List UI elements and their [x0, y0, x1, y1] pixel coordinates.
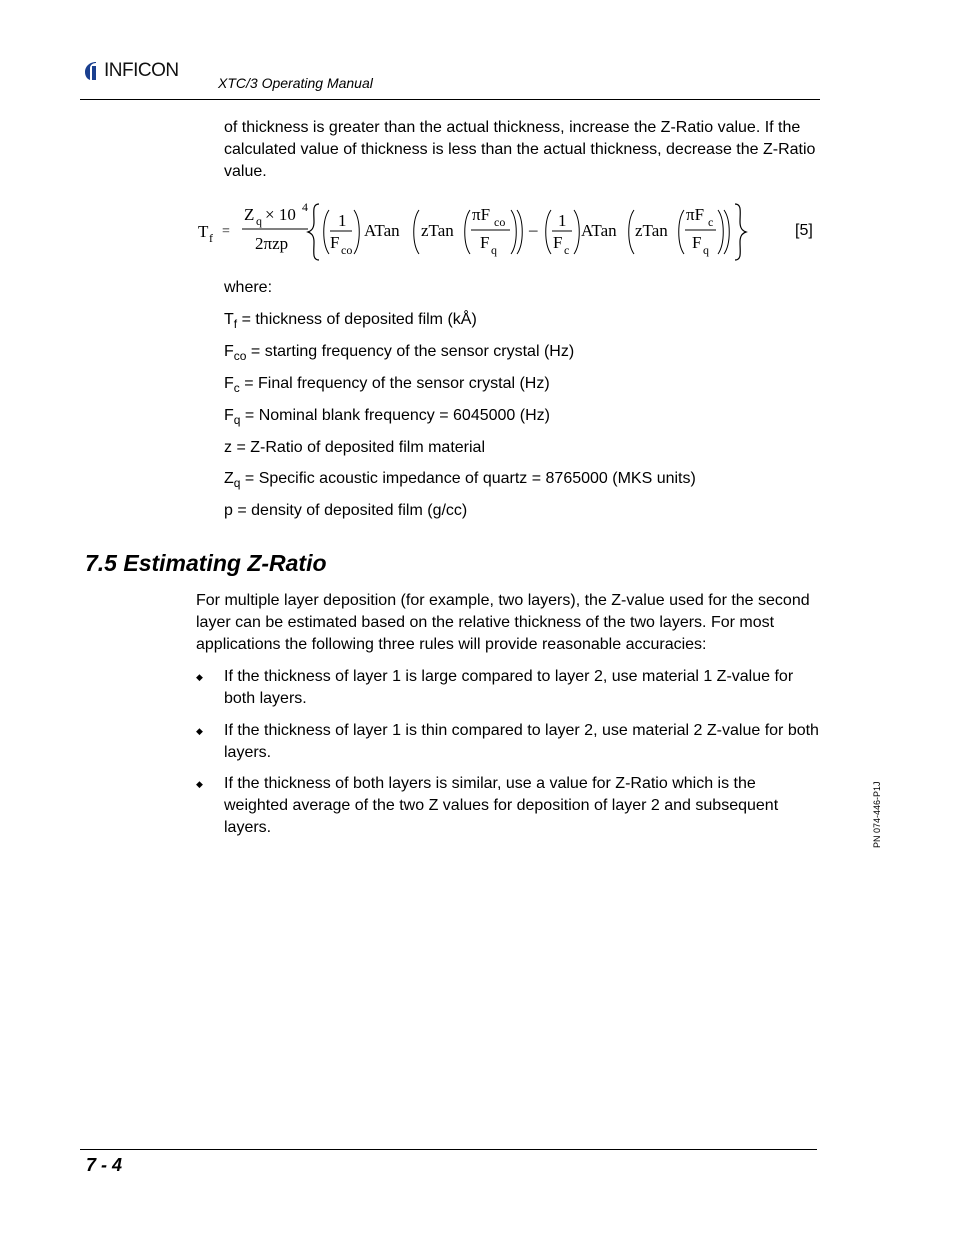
definition-item: [224, 502, 467, 520]
footer-rule: [80, 1149, 817, 1150]
def-subscript: f: [233, 317, 238, 331]
eq-atan-b: ATan: [581, 221, 617, 240]
intro-paragraph: of thickness is greater than the actual thickness, increase the Z-Ratio value. If the calculated value of thickness is less than the actual thickness, decrease the Z-Ratio value.: [224, 119, 816, 180]
eq-equals: =: [222, 224, 230, 239]
def-symbol: F: [224, 407, 234, 424]
manual-title: XTC/3 Operating Manual: [218, 75, 373, 91]
def-symbol: T: [224, 311, 234, 328]
bullet-item: If the thickness of both layers is similar, use a value for Z-Ratio which is the weighted average of the two Z values for deposition of layer 2 and subsequent layers.: [224, 775, 779, 836]
eq-den: 2πzp: [255, 234, 289, 253]
def-text: = thickness of deposited film (kÅ): [237, 311, 477, 328]
eq-fco-a: F: [330, 233, 340, 252]
definition-item: [224, 407, 550, 425]
def-symbol: Z: [224, 470, 234, 487]
def-text: = Final frequency of the sensor crystal (Hz): [239, 375, 550, 392]
header-rule: [80, 99, 820, 100]
def-symbol: z: [224, 439, 232, 456]
definition-item: [224, 343, 574, 361]
bullet-icon: ◆: [196, 672, 203, 682]
eq-minus: –: [529, 220, 538, 239]
inficon-logo: [82, 60, 179, 82]
section-heading: 7.5 Estimating Z-Ratio: [85, 550, 327, 576]
def-subscript: c: [233, 381, 240, 395]
eq-fc-b-sub: c: [564, 243, 570, 257]
def-subscript: q: [233, 476, 241, 490]
eq-fco-a-sub: co: [341, 243, 353, 257]
logo-text: INFICON: [104, 60, 179, 81]
eq-fq-a: F: [480, 233, 490, 252]
eq-pif-a-sub: co: [494, 215, 506, 229]
def-subscript: co: [233, 349, 247, 363]
eq-fq-b-sub: q: [703, 243, 709, 257]
def-text: = Z-Ratio of deposited film material: [232, 439, 485, 456]
bullet-item: If the thickness of layer 1 is large compared to layer 2, use material 1 Z-value for both layers.: [224, 668, 794, 707]
bullet-item: If the thickness of layer 1 is thin compared to layer 2, use material 2 Z-value for both layers.: [224, 722, 819, 761]
def-text: = Specific acoustic impedance of quartz = 8765000 (MKS units): [240, 470, 696, 487]
def-subscript: q: [233, 413, 241, 427]
equation-graphic: [198, 200, 758, 266]
definition-item: [224, 311, 477, 329]
eq-one-a: 1: [338, 211, 347, 230]
eq-fq-a-sub: q: [491, 243, 497, 257]
eq-fc-b: F: [553, 233, 563, 252]
eq-lhs: T: [198, 222, 209, 241]
definition-item: [224, 375, 550, 393]
eq-ztan-b: zTan: [635, 221, 668, 240]
eq-num-z-sub: q: [256, 214, 262, 228]
equation-5: [198, 200, 758, 266]
eq-atan-a: ATan: [364, 221, 400, 240]
inficon-logo-icon: [82, 60, 102, 82]
bullet-icon: ◆: [196, 726, 203, 736]
definition-item: [224, 439, 485, 457]
eq-num-times: × 10: [265, 205, 296, 224]
eq-pif-b: πF: [686, 205, 705, 224]
def-text: = density of deposited film (g/cc): [232, 502, 468, 519]
eq-pif-a: πF: [472, 205, 491, 224]
eq-num-z: Z: [244, 205, 255, 224]
eq-num-exp: 4: [302, 200, 308, 214]
equation-number: [5]: [795, 222, 813, 239]
def-text: = starting frequency of the sensor crystal (Hz): [246, 343, 575, 360]
eq-ztan-a: zTan: [421, 221, 454, 240]
where-label: where:: [224, 279, 273, 296]
def-symbol: p: [224, 502, 233, 519]
def-symbol: F: [224, 375, 234, 392]
eq-pif-b-sub: c: [708, 215, 714, 229]
def-symbol: F: [224, 343, 234, 360]
bullet-icon: ◆: [196, 779, 203, 789]
eq-lhs-sub: f: [209, 231, 213, 245]
eq-one-b: 1: [558, 211, 567, 230]
page-number: 7 - 4: [86, 1155, 123, 1175]
section-paragraph: For multiple layer deposition (for example, two layers), the Z-value used for the second layer can be estimated based on the relative thickness of the two layers. For most applications the following three rules will provide reasonable accuracies:: [196, 592, 810, 653]
definition-item: [224, 470, 696, 488]
part-number-label: PN 074-446-P1J: [872, 781, 882, 848]
eq-fq-b: F: [692, 233, 702, 252]
def-text: = Nominal blank frequency = 6045000 (Hz): [240, 407, 550, 424]
